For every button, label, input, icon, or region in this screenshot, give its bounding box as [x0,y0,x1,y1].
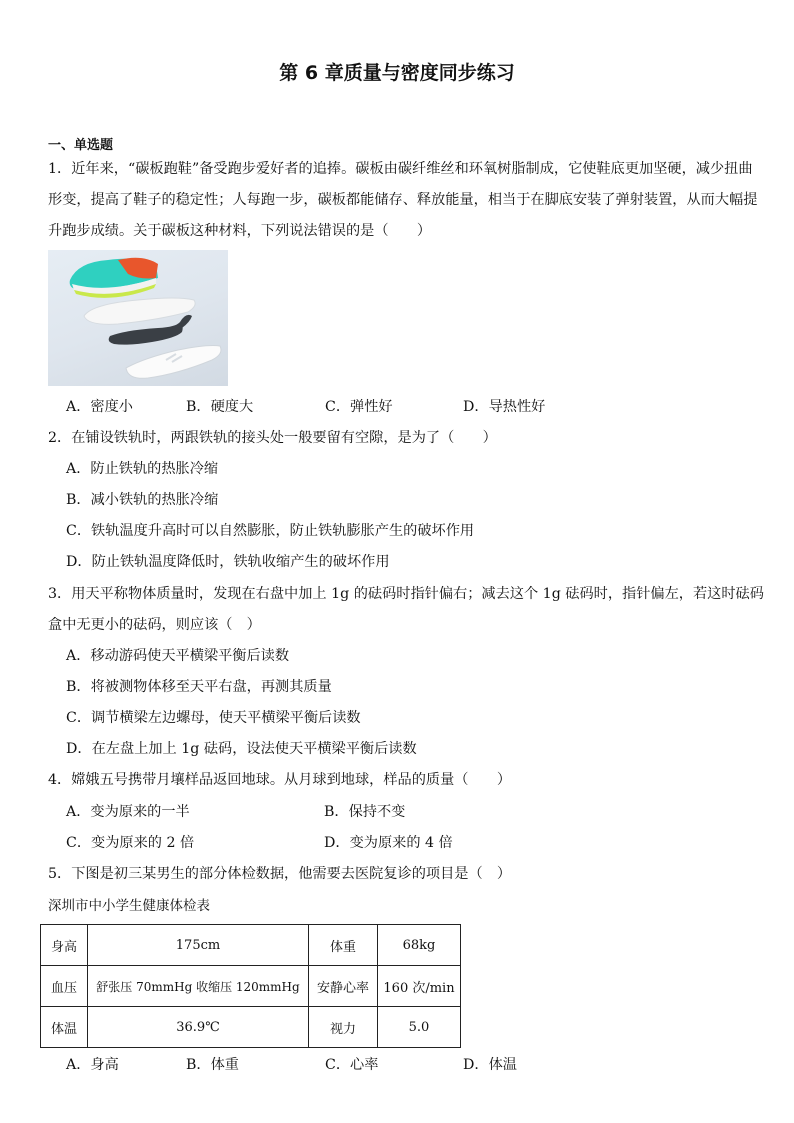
table-cell: 5.0 [378,1007,461,1048]
q1-stem-line-2: 形变，提高了鞋子的稳定性；人每跑一步，碳板都能储存、释放能量，相当于在脚底安装了弹射装置，从而大幅提 [48,192,758,208]
table-cell: 体温 [41,1007,88,1048]
q1-stem-line-3: 升跑步成绩。关于碳板这种材料，下列说法错误的是（ ） [48,223,432,239]
q3-option-d: D．在左盘上加上 1g 砝码，设法使天平横梁平衡后读数 [66,741,417,757]
table-cell: 体重 [309,925,378,966]
q2-option-d: D．防止铁轨温度降低时，铁轨收缩产生的破坏作用 [66,554,390,570]
table-cell: 视力 [309,1007,378,1048]
q1-option-c: C．弹性好 [325,399,393,415]
q2-option-a: A．防止铁轨的热胀冷缩 [66,461,219,477]
page-title: 第 6 章质量与密度同步练习 [279,62,515,84]
q4-option-d: D．变为原来的 4 倍 [324,835,453,851]
q3-option-b: B．将被测物体移至天平右盘，再测其质量 [66,679,332,695]
q4-option-a: A．变为原来的一半 [66,804,190,820]
q5-option-d: D．体温 [463,1057,517,1073]
table-row [41,966,461,1007]
q3-option-a: A．移动游码使天平横梁平衡后读数 [66,648,290,664]
section-heading: 一、单选题 [48,138,114,153]
q2-option-c: C．铁轨温度升高时可以自然膨胀，防止铁轨膨胀产生的破坏作用 [66,523,475,539]
q1-stem-line-1: 1．近年来，“碳板跑鞋”备受跑步爱好者的追捧。碳板由碳纤维丝和环氧树脂制成，它使鞋底更加坚硬，减少扭曲 [48,161,753,177]
table-cell: 175cm [88,925,309,966]
table-cell: 36.9℃ [88,1007,309,1048]
q4-stem: 4．嫦娥五号携带月壤样品返回地球。从月球到地球，样品的质量（ ） [48,772,512,788]
health-table-title: 深圳市中小学生健康体检表 [48,898,210,914]
table-cell: 160 次/min [378,966,461,1007]
q5-option-b: B．体重 [186,1057,239,1073]
table-cell: 血压 [41,966,88,1007]
q5-option-a: A．身高 [66,1057,119,1073]
q1-option-a: A．密度小 [66,399,133,415]
shoe-layers-illustration [48,250,228,386]
q4-option-c: C．变为原来的 2 倍 [66,835,195,851]
q3-stem-line-2: 盒中无更小的砝码，则应该（ ） [48,617,261,633]
table-row [41,925,461,966]
table-cell: 安静心率 [309,966,378,1007]
health-exam-table [40,924,461,1048]
table-row [41,1007,461,1048]
q2-option-b: B．减小铁轨的热胀冷缩 [66,492,219,508]
table-cell: 68kg [378,925,461,966]
q2-stem: 2．在铺设铁轨时，两跟铁轨的接头处一般要留有空隙，是为了（ ） [48,430,497,446]
carbon-plate-shoe-image [48,250,228,386]
q3-option-c: C．调节横梁左边螺母，使天平横梁平衡后读数 [66,710,361,726]
q1-option-b: B．硬度大 [186,399,254,415]
q5-stem: 5．下图是初三某男生的部分体检数据，他需要去医院复诊的项目是（ ） [48,866,512,882]
q4-option-b: B．保持不变 [324,804,406,820]
q1-option-d: D．导热性好 [463,399,546,415]
table-cell: 身高 [41,925,88,966]
q3-stem-line-1: 3．用天平称物体质量时，发现在右盘中加上 1g 的砝码时指针偏右；减去这个 1g 砝码时，指针偏左，若这时砝码 [48,586,764,602]
table-cell: 舒张压 70mmHg 收缩压 120mmHg [88,966,309,1007]
q5-option-c: C．心率 [325,1057,379,1073]
